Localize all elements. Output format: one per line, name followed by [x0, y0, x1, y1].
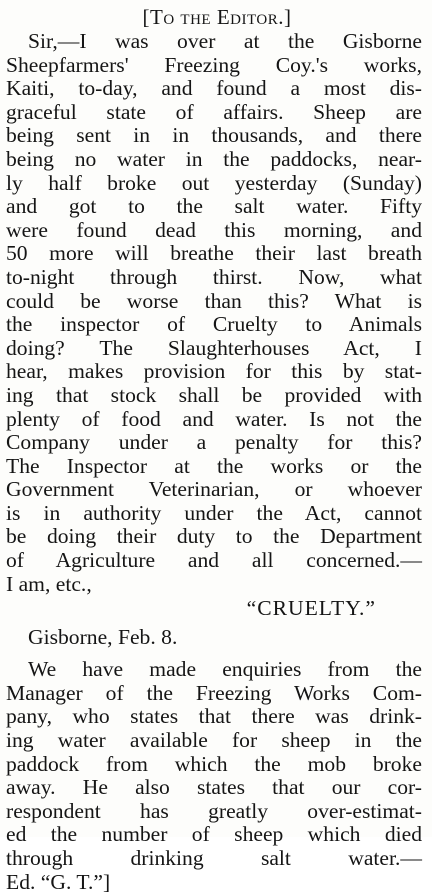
letter-line: doing? The Slaughterhouses Act, I: [6, 335, 422, 360]
heading-text: [To the Editor.]: [142, 5, 292, 29]
note-line: paddock from which the mob broke: [6, 751, 422, 776]
letter-line: The Inspector at the works or the: [6, 453, 422, 478]
letter-line: Government Veterinarian, or whoever: [6, 477, 422, 502]
note-line: We have made enquiries from the: [28, 657, 422, 682]
letter-heading: [6, 4, 422, 30]
letter-line: plenty of food and water. Is not the: [6, 406, 422, 431]
note-line: respondent has greatly over-estimat-: [6, 798, 422, 823]
note-line: ing water available for sheep in the: [6, 728, 422, 753]
letter-dateline: Gisborne, Feb. 8.: [28, 625, 178, 650]
letter-line: of Agriculture and all concerned.—: [6, 548, 422, 573]
note-line: ed the number of sheep which died: [6, 822, 422, 847]
letter-line: Kaiti, to-day, and found a most dis-: [6, 76, 422, 101]
letter-line: Sheepfarmers' Freezing Coy.'s works,: [6, 52, 422, 77]
letter-line: the inspector of Cruelty to Animals: [6, 312, 422, 337]
letter-line: Sir,—I was over at the Gisborne: [28, 29, 422, 53]
letter-line: being no water in the paddocks, near-: [6, 146, 422, 171]
note-sign-off: Ed. “G. T.”]: [6, 869, 111, 894]
letter-line: graceful state of affairs. Sheep are: [6, 99, 422, 124]
letter-line: hear, makes provision for this by stat-: [6, 359, 422, 384]
letter-line: and got to the salt water. Fifty: [6, 194, 422, 219]
letter-line: is in authority under the Act, cannot: [6, 500, 422, 525]
letter-line: Company under a penalty for this?: [6, 430, 422, 455]
letter-line: to-night through thirst. Now, what: [6, 264, 422, 289]
letter-line: 50 more will breathe their last breath: [6, 241, 422, 266]
letter-line: were found dead this morning, and: [6, 217, 422, 242]
letter-line: be doing their duty to the Department: [6, 524, 422, 549]
letter-closing: I am, etc.,: [6, 571, 92, 596]
editor-note: [6, 658, 422, 894]
note-line: away. He also states that our cor-: [6, 775, 422, 800]
letter-line: ly half broke out yesterday (Sunday): [6, 170, 422, 195]
letter-body: [6, 30, 422, 650]
letter-line: being sent in in thousands, and there: [6, 123, 422, 148]
note-line: through drinking salt water.—: [6, 846, 422, 870]
note-line: pany, who states that there was drink-: [6, 704, 422, 729]
letter-line: could be worse than this? What is: [6, 288, 422, 313]
note-line: Manager of the Freezing Works Com-: [6, 680, 422, 705]
letter-line: ing that stock shall be provided with: [6, 382, 422, 407]
letter-signature: “CRUELTY.”: [246, 596, 376, 621]
